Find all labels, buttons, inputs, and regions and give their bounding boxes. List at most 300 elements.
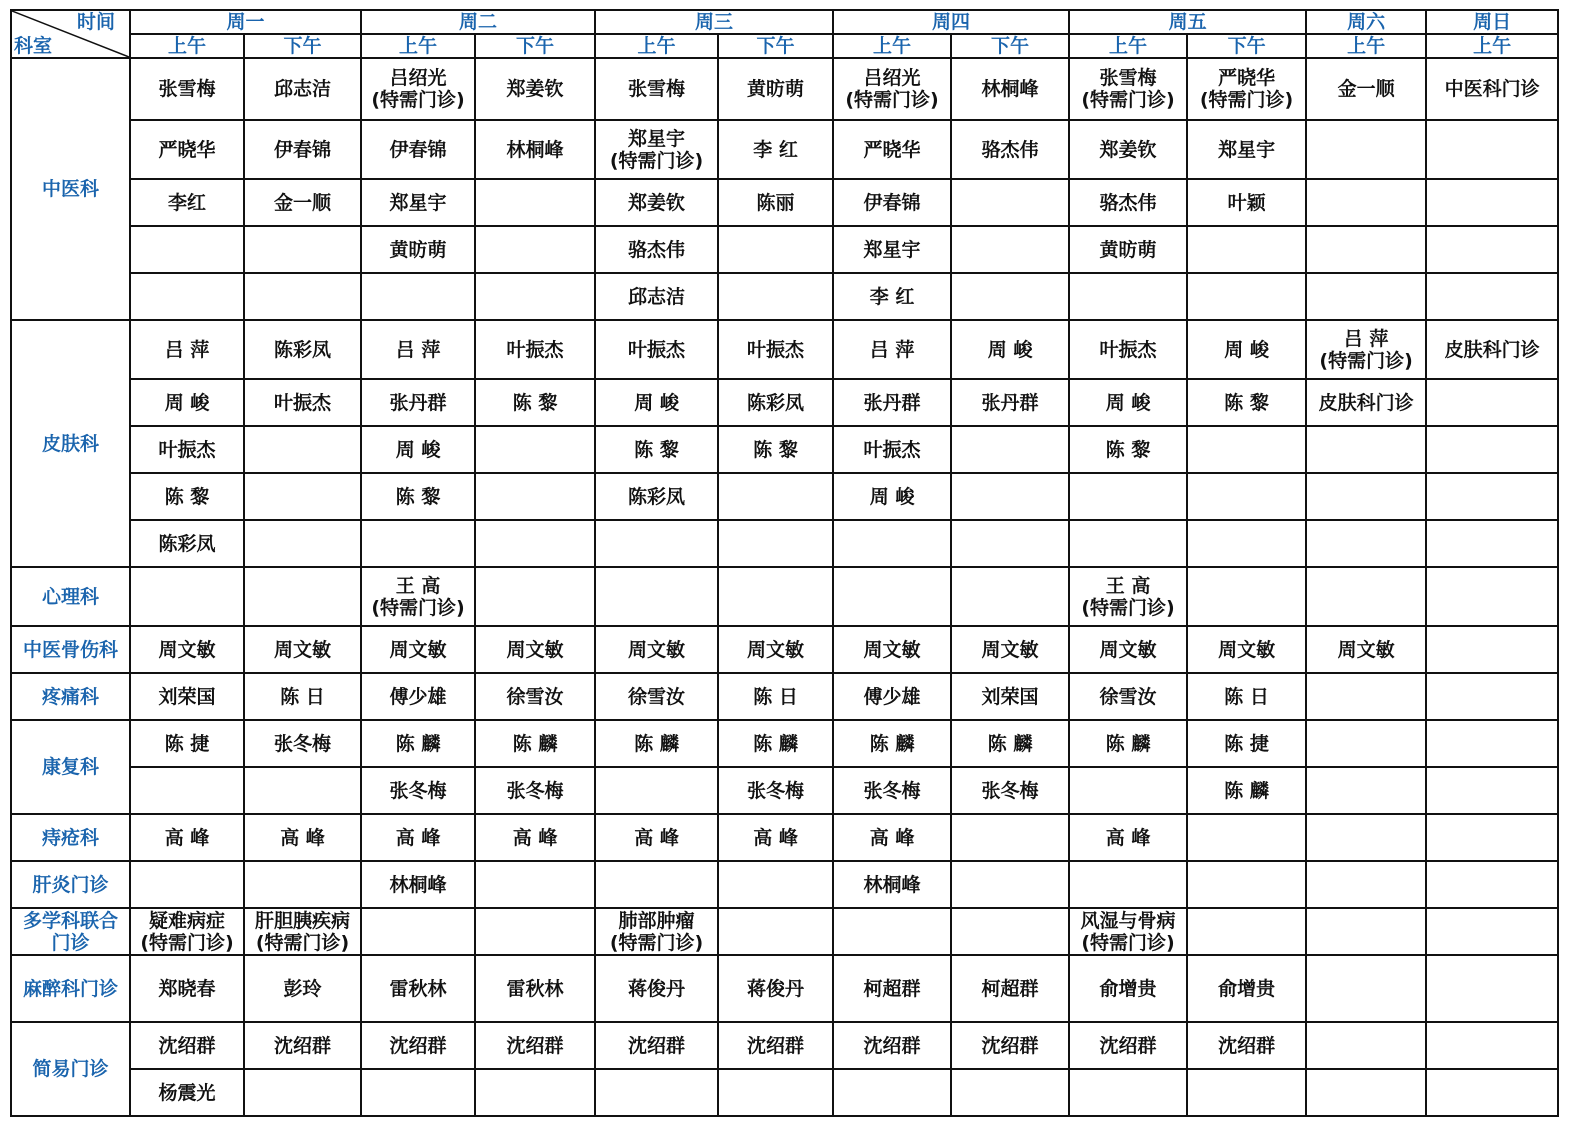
schedule-cell — [1306, 908, 1426, 955]
schedule-cell — [951, 320, 1069, 379]
schedule-cell — [1069, 673, 1187, 720]
schedule-cell — [475, 861, 595, 908]
doctor-name: 沈绍群 — [628, 1034, 686, 1057]
schedule-cell — [1069, 955, 1187, 1022]
schedule-cell — [361, 955, 475, 1022]
schedule-cell — [244, 861, 361, 908]
schedule-cell — [1306, 379, 1426, 426]
schedule-cell — [130, 426, 244, 473]
period-header: 下午 — [1187, 34, 1306, 58]
doctor-name: 郑星宇 — [1218, 138, 1276, 161]
doctor-name: 陈彩凤 — [628, 485, 686, 508]
schedule-cell — [244, 626, 361, 673]
schedule-cell — [475, 120, 595, 179]
doctor-name: 周文敏 — [1099, 638, 1157, 661]
doctor-name: 沈绍群 — [274, 1034, 332, 1057]
schedule-cell — [130, 520, 244, 567]
period-header: 上午 — [1426, 34, 1558, 58]
doctor-name: 沈绍群 — [863, 1034, 921, 1057]
schedule-cell — [833, 626, 951, 673]
schedule-cell — [595, 273, 718, 320]
schedule-cell — [361, 626, 475, 673]
schedule-cell — [595, 720, 718, 767]
schedule-cell — [1306, 179, 1426, 226]
doctor-name: 叶振杰 — [506, 338, 564, 361]
doctor-name: 周 峻 — [869, 485, 915, 508]
schedule-cell — [475, 426, 595, 473]
schedule-cell — [130, 179, 244, 226]
schedule-cell — [130, 767, 244, 814]
schedule-cell — [361, 861, 475, 908]
department-name-line: 中医骨伤科 — [22, 638, 118, 661]
schedule-cell — [1187, 1069, 1306, 1116]
schedule-cell — [1069, 273, 1187, 320]
doctor-name: 张冬梅 — [981, 779, 1039, 802]
schedule-cell — [595, 320, 718, 379]
schedule-cell — [244, 567, 361, 626]
doctor-name: 陈 黎 — [1224, 391, 1269, 414]
doctor-name: 刘荣国 — [981, 685, 1039, 708]
schedule-cell — [130, 626, 244, 673]
schedule-cell — [718, 473, 833, 520]
schedule-cell — [718, 1022, 833, 1069]
doctor-name: 周文敏 — [1218, 638, 1276, 661]
schedule-cell — [951, 179, 1069, 226]
schedule-cell — [1306, 767, 1426, 814]
schedule-cell — [475, 767, 595, 814]
schedule-cell — [244, 767, 361, 814]
schedule-cell — [718, 426, 833, 473]
schedule-cell — [595, 379, 718, 426]
schedule-cell — [718, 179, 833, 226]
schedule-cell — [833, 673, 951, 720]
schedule-cell — [361, 720, 475, 767]
schedule-cell — [595, 226, 718, 273]
doctor-name: 骆杰伟 — [628, 238, 686, 261]
schedule-cell — [1187, 1022, 1306, 1069]
schedule-cell — [1187, 955, 1306, 1022]
schedule-cell — [595, 673, 718, 720]
schedule-cell — [1069, 1069, 1187, 1116]
doctor-name: 陈 黎 — [512, 391, 558, 414]
schedule-cell — [1306, 226, 1426, 273]
schedule-cell — [244, 814, 361, 861]
schedule-cell — [718, 908, 833, 955]
doctor-name: 陈 黎 — [164, 485, 210, 508]
department-name — [11, 626, 130, 673]
schedule-cell — [833, 1022, 951, 1069]
schedule-cell — [1187, 226, 1306, 273]
schedule-row — [11, 520, 1558, 567]
doctor-name: 沈绍群 — [389, 1034, 447, 1057]
period-header: 上午 — [130, 34, 244, 58]
department-name-line: 中医科 — [41, 178, 99, 200]
doctor-name: 高 峰 — [164, 826, 210, 849]
doctor-name: 中医科门诊 — [1444, 78, 1540, 100]
doctor-name: 吕 萍 — [869, 338, 915, 361]
clinic-note: (特需门诊) — [1081, 931, 1175, 954]
schedule-cell — [1306, 320, 1426, 379]
doctor-name: 黄昉萌 — [389, 238, 447, 261]
doctor-name: 陈 黎 — [753, 438, 798, 461]
schedule-cell — [244, 226, 361, 273]
schedule-cell — [951, 908, 1069, 955]
schedule-cell — [595, 520, 718, 567]
schedule-cell — [130, 567, 244, 626]
schedule-cell — [833, 767, 951, 814]
doctor-name: 陈 黎 — [1105, 438, 1151, 461]
doctor-name: 张雪梅 — [628, 78, 686, 100]
schedule-cell — [951, 720, 1069, 767]
clinic-note: (特需门诊) — [845, 89, 939, 111]
doctor-name: 陈 日 — [1224, 685, 1269, 708]
day-header-sun: 周日 — [1426, 10, 1558, 34]
department-name-line: 疼痛科 — [41, 685, 99, 708]
schedule-cell — [595, 908, 718, 955]
schedule-cell — [130, 720, 244, 767]
schedule-cell — [833, 1069, 951, 1116]
clinic-note: (特需门诊) — [609, 149, 704, 172]
schedule-cell — [1306, 626, 1426, 673]
schedule-cell — [361, 379, 475, 426]
schedule-cell — [244, 955, 361, 1022]
corner-dept-label: 科室 — [14, 35, 53, 57]
department-name — [11, 720, 130, 814]
doctor-name: 雷秋林 — [506, 977, 564, 1000]
clinic-note: (特需门诊) — [371, 89, 465, 111]
doctor-name: 陈 麟 — [634, 732, 679, 755]
schedule-row — [11, 273, 1558, 320]
schedule-cell — [1069, 626, 1187, 673]
corner-time-label: 时间 — [76, 11, 115, 33]
doctor-name: 林桐峰 — [863, 873, 921, 896]
clinic-note: (特需门诊) — [1081, 596, 1175, 619]
schedule-cell — [130, 379, 244, 426]
schedule-cell — [1069, 379, 1187, 426]
doctor-name: 陈 麟 — [512, 732, 558, 755]
schedule-row — [11, 720, 1558, 767]
schedule-cell — [1069, 320, 1187, 379]
doctor-name: 陈 麟 — [1224, 779, 1269, 802]
doctor-name: 林桐峰 — [981, 78, 1039, 100]
department-name-line: 肝炎门诊 — [32, 873, 109, 896]
schedule-cell — [475, 473, 595, 520]
schedule-cell — [1306, 567, 1426, 626]
doctor-name: 邱志洁 — [274, 78, 332, 100]
schedule-cell — [595, 473, 718, 520]
department-name — [11, 58, 130, 320]
schedule-cell — [1426, 320, 1558, 379]
schedule-cell — [130, 1069, 244, 1116]
doctor-name: 张丹群 — [981, 391, 1039, 414]
doctor-name: 周 峻 — [987, 338, 1033, 361]
schedule-row — [11, 626, 1558, 673]
schedule-cell — [1187, 814, 1306, 861]
schedule-cell — [361, 673, 475, 720]
clinic-note: (特需门诊) — [371, 596, 465, 619]
period-header: 下午 — [718, 34, 833, 58]
schedule-cell — [951, 473, 1069, 520]
schedule-cell — [1426, 673, 1558, 720]
schedule-cell — [951, 120, 1069, 179]
schedule-table — [10, 9, 1559, 1117]
schedule-cell — [244, 320, 361, 379]
clinic-note: (特需门诊) — [1199, 89, 1294, 111]
schedule-cell — [595, 955, 718, 1022]
schedule-cell — [1426, 908, 1558, 955]
schedule-cell — [833, 226, 951, 273]
schedule-cell — [595, 120, 718, 179]
schedule-row — [11, 1069, 1558, 1116]
doctor-name: 徐雪汝 — [506, 685, 564, 708]
schedule-cell — [1426, 814, 1558, 861]
schedule-cell — [833, 379, 951, 426]
schedule-cell — [1069, 861, 1187, 908]
day-header-tue: 周二 — [361, 10, 595, 34]
schedule-cell — [1426, 955, 1558, 1022]
schedule-cell — [951, 273, 1069, 320]
doctor-name: 沈绍群 — [747, 1034, 805, 1057]
schedule-row — [11, 861, 1558, 908]
schedule-cell — [595, 861, 718, 908]
schedule-cell — [833, 473, 951, 520]
schedule-cell — [361, 426, 475, 473]
schedule-cell — [1306, 273, 1426, 320]
corner-cell — [11, 10, 130, 58]
doctor-name: 徐雪汝 — [628, 685, 686, 708]
department-name — [11, 908, 130, 955]
doctor-name: 周文敏 — [506, 638, 564, 661]
doctor-name: 陈 麟 — [753, 732, 798, 755]
schedule-cell — [1187, 58, 1306, 120]
doctor-name: 张冬梅 — [863, 779, 921, 802]
department-name-line: 门诊 — [51, 931, 90, 954]
schedule-cell — [718, 626, 833, 673]
schedule-row — [11, 567, 1558, 626]
schedule-cell — [244, 179, 361, 226]
doctor-name: 雷秋林 — [389, 977, 447, 1000]
doctor-name: 周文敏 — [274, 638, 332, 661]
doctor-name: 周文敏 — [158, 638, 216, 661]
schedule-cell — [244, 1069, 361, 1116]
schedule-row — [11, 226, 1558, 273]
schedule-cell — [244, 520, 361, 567]
schedule-cell — [1069, 814, 1187, 861]
schedule-cell — [1069, 567, 1187, 626]
schedule-cell — [951, 861, 1069, 908]
schedule-cell — [951, 1069, 1069, 1116]
schedule-cell — [130, 861, 244, 908]
schedule-cell — [718, 861, 833, 908]
doctor-name: 邱志洁 — [628, 285, 686, 308]
schedule-cell — [1187, 120, 1306, 179]
schedule-cell — [1069, 426, 1187, 473]
schedule-cell — [1306, 1022, 1426, 1069]
schedule-cell — [475, 567, 595, 626]
schedule-cell — [361, 179, 475, 226]
day-header-wed: 周三 — [595, 10, 833, 34]
schedule-cell — [1426, 720, 1558, 767]
doctor-name: 骆杰伟 — [1099, 191, 1157, 214]
schedule-cell — [1187, 320, 1306, 379]
schedule-cell — [1306, 426, 1426, 473]
clinic-note: (特需门诊) — [1081, 89, 1175, 111]
doctor-name: 金一顺 — [274, 191, 332, 214]
schedule-row — [11, 379, 1558, 426]
schedule-cell — [1426, 226, 1558, 273]
schedule-cell — [244, 273, 361, 320]
doctor-name: 郑姜钦 — [628, 191, 686, 214]
schedule-cell — [595, 179, 718, 226]
doctor-name: 严晓华 — [1218, 67, 1276, 89]
department-name — [11, 320, 130, 567]
schedule-cell — [718, 120, 833, 179]
schedule-cell — [1187, 179, 1306, 226]
schedule-body — [11, 10, 1558, 1116]
department-name — [11, 1022, 130, 1116]
department-name — [11, 814, 130, 861]
schedule-cell — [244, 426, 361, 473]
schedule-cell — [475, 1069, 595, 1116]
schedule-cell — [361, 814, 475, 861]
schedule-cell — [244, 120, 361, 179]
doctor-name: 叶振杰 — [158, 438, 216, 461]
schedule-cell — [951, 673, 1069, 720]
schedule-cell — [475, 955, 595, 1022]
schedule-cell — [833, 955, 951, 1022]
schedule-cell — [1187, 720, 1306, 767]
schedule-cell — [1306, 861, 1426, 908]
schedule-cell — [718, 226, 833, 273]
doctor-name: 陈彩凤 — [274, 338, 332, 361]
doctor-name: 郑星宇 — [628, 127, 686, 150]
schedule-cell — [833, 720, 951, 767]
doctor-name: 傅少雄 — [863, 685, 921, 708]
doctor-name: 周 峻 — [164, 391, 210, 414]
schedule-row — [11, 814, 1558, 861]
clinic-note: (特需门诊) — [140, 931, 234, 954]
doctor-name: 周文敏 — [1337, 638, 1395, 661]
doctor-name: 沈绍群 — [158, 1034, 216, 1057]
schedule-cell — [130, 273, 244, 320]
schedule-cell — [595, 58, 718, 120]
schedule-cell — [130, 1022, 244, 1069]
doctor-name: 李红 — [167, 191, 206, 214]
doctor-name: 吕 萍 — [395, 338, 441, 361]
doctor-name: 陈彩凤 — [158, 532, 216, 555]
schedule-cell — [1069, 179, 1187, 226]
schedule-cell — [244, 908, 361, 955]
schedule-row — [11, 1022, 1558, 1069]
schedule-cell — [1306, 473, 1426, 520]
schedule-cell — [244, 473, 361, 520]
schedule-cell — [1187, 626, 1306, 673]
schedule-cell — [595, 626, 718, 673]
period-header: 上午 — [833, 34, 951, 58]
schedule-cell — [951, 1022, 1069, 1069]
schedule-cell — [833, 426, 951, 473]
schedule-cell — [1069, 520, 1187, 567]
schedule-cell — [1187, 473, 1306, 520]
schedule-cell — [951, 426, 1069, 473]
doctor-name: 陈 捷 — [164, 732, 210, 755]
schedule-cell — [595, 567, 718, 626]
doctor-name: 叶振杰 — [628, 338, 686, 361]
schedule-cell — [361, 567, 475, 626]
schedule-row — [11, 320, 1558, 379]
doctor-name: 彭玲 — [283, 977, 322, 1000]
schedule-cell — [718, 1069, 833, 1116]
doctor-name: 疑难病症 — [148, 909, 225, 932]
schedule-cell — [718, 320, 833, 379]
doctor-name: 吕绍光 — [863, 67, 921, 89]
doctor-name: 张丹群 — [389, 391, 447, 414]
doctor-name: 叶振杰 — [274, 391, 332, 414]
doctor-name: 高 峰 — [869, 826, 915, 849]
doctor-name: 周文敏 — [863, 638, 921, 661]
doctor-name: 皮肤科门诊 — [1318, 391, 1414, 414]
schedule-cell — [130, 320, 244, 379]
schedule-cell — [1069, 720, 1187, 767]
schedule-cell — [718, 379, 833, 426]
schedule-cell — [951, 520, 1069, 567]
department-name-line: 麻醉科门诊 — [22, 977, 118, 1000]
schedule-cell — [718, 58, 833, 120]
schedule-cell — [833, 120, 951, 179]
schedule-cell — [1426, 567, 1558, 626]
department-name-line: 痔疮科 — [41, 826, 99, 849]
schedule-cell — [951, 767, 1069, 814]
period-header: 下午 — [475, 34, 595, 58]
schedule-cell — [244, 1022, 361, 1069]
schedule-cell — [1187, 673, 1306, 720]
doctor-name: 沈绍群 — [1099, 1034, 1157, 1057]
schedule-cell — [951, 58, 1069, 120]
schedule-cell — [1426, 520, 1558, 567]
schedule-cell — [130, 120, 244, 179]
schedule-cell — [475, 379, 595, 426]
schedule-cell — [130, 58, 244, 120]
doctor-name: 蒋俊丹 — [628, 977, 686, 1000]
schedule-row — [11, 473, 1558, 520]
schedule-cell — [361, 767, 475, 814]
period-header: 下午 — [244, 34, 361, 58]
schedule-cell — [1426, 379, 1558, 426]
schedule-cell — [1069, 767, 1187, 814]
schedule-cell — [361, 520, 475, 567]
schedule-cell — [595, 1022, 718, 1069]
schedule-cell — [1187, 908, 1306, 955]
doctor-name: 刘荣国 — [158, 685, 216, 708]
schedule-cell — [361, 908, 475, 955]
schedule-cell — [1426, 273, 1558, 320]
department-name-line: 心理科 — [41, 585, 99, 608]
schedule-cell — [475, 320, 595, 379]
doctor-name: 陈 日 — [280, 685, 325, 708]
schedule-cell — [1306, 58, 1426, 120]
schedule-cell — [1426, 861, 1558, 908]
schedule-cell — [833, 320, 951, 379]
schedule-cell — [244, 673, 361, 720]
doctor-name: 郑晓春 — [158, 977, 216, 1000]
doctor-name: 伊春锦 — [389, 138, 447, 161]
schedule-cell — [1306, 814, 1426, 861]
doctor-name: 肺部肿瘤 — [618, 909, 695, 932]
schedule-cell — [1306, 673, 1426, 720]
schedule-cell — [718, 720, 833, 767]
schedule-cell — [718, 955, 833, 1022]
schedule-cell — [1426, 120, 1558, 179]
